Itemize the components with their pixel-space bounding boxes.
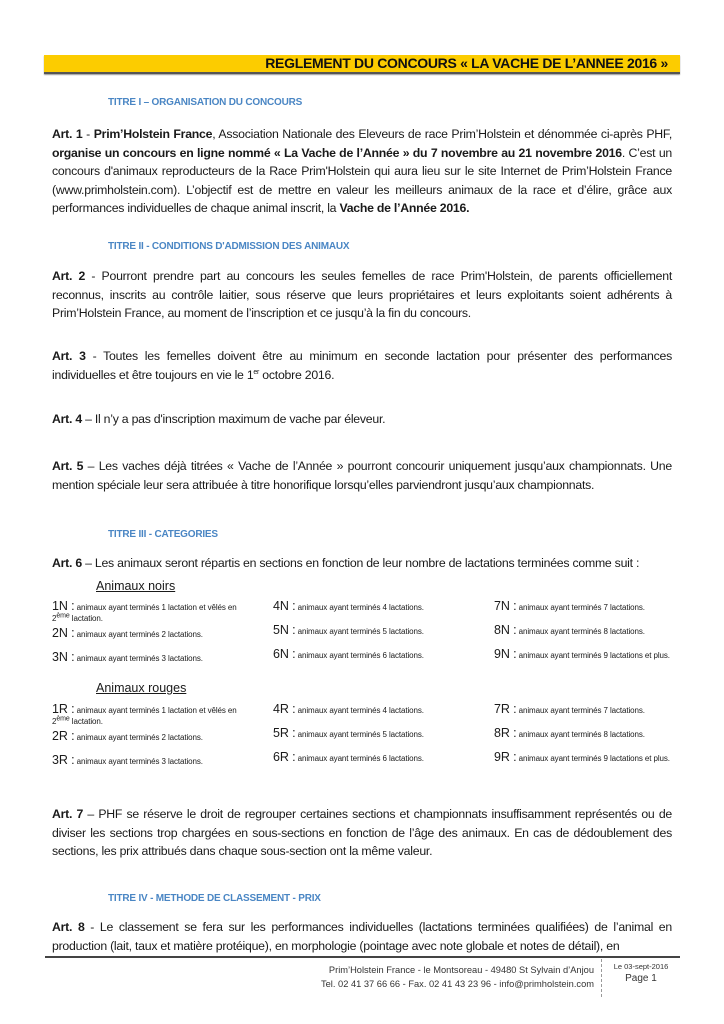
category-item — [273, 704, 463, 716]
category-description: lactation. — [69, 614, 103, 623]
article-label: Art. 6 — [52, 556, 82, 570]
category-item — [52, 601, 242, 624]
section-title-4: TITRE IV - METHODE DE CLASSEMENT - PRIX — [108, 893, 321, 904]
article-label: Art. 7 — [52, 807, 84, 821]
category-item — [494, 752, 684, 764]
text: - Le classement se fera sur les performances individuelles (lactations terminées qualifiées) de l’animal en production (lait, taux et matière protéique), en morphologie (pointage avec note globale et notes de détail), en — [52, 920, 672, 953]
category-code: 9N : — [494, 647, 517, 661]
category-item — [494, 704, 684, 716]
superscript: ème — [56, 612, 70, 620]
footer-contact-line: Tel. 02 41 37 66 66 - Fax. 02 41 43 23 96 - info@primholstein.com — [320, 979, 594, 989]
article-1 — [52, 125, 672, 218]
category-description: animaux ayant terminés 8 lactations. — [516, 627, 645, 636]
category-item — [494, 728, 684, 740]
article-3 — [52, 347, 672, 384]
category-description: animaux ayant terminés 3 lactations. — [74, 757, 203, 766]
category-item — [52, 628, 242, 640]
text: – PHF se réserve le droit de regrouper certaines sections et championnats insuffisamment représentés ou de diviser les sections trop chargées en sous-sections en fonction de l’âge des animaux. En cas de dédoublement des sections, les prix attribués dans chaque sous-section ont la même valeur. — [52, 807, 672, 858]
category-code: 6N : — [273, 647, 296, 661]
category-description: animaux ayant terminés 4 lactations. — [295, 706, 424, 715]
category-description: animaux ayant terminés 9 lactations et plus. — [516, 651, 670, 660]
category-description: animaux ayant terminés 2 lactations. — [74, 733, 203, 742]
org-name: Prim’Holstein France — [93, 127, 213, 141]
category-code: 1R : — [52, 702, 75, 716]
header-banner — [44, 55, 680, 74]
article-8 — [52, 918, 672, 955]
superscript: ème — [56, 715, 70, 723]
category-code: 6R : — [273, 750, 296, 764]
article-label: Art. 3 — [52, 349, 86, 363]
category-code: 1N : — [52, 599, 75, 613]
footer-divider — [45, 956, 680, 958]
category-item — [52, 704, 242, 727]
category-item — [273, 649, 463, 661]
category-code: 3R : — [52, 753, 75, 767]
category-code: 3N : — [52, 650, 75, 664]
article-7 — [52, 805, 672, 861]
category-item — [52, 731, 242, 743]
category-code: 2R : — [52, 729, 75, 743]
text: , Association Nationale des Eleveurs de race Prim’Holstein et dénommée ci-après PHF, — [212, 127, 673, 141]
contest-statement: organise un concours en ligne nommé « La Vache de l’Année » du 7 novembre au 21 novembre 2016 — [52, 145, 622, 160]
category-description: animaux ayant terminés 8 lactations. — [516, 730, 645, 739]
subheading-noirs: Animaux noirs — [96, 579, 176, 593]
category-description: animaux ayant terminés 1 lactation et vêlés en 2 — [52, 706, 237, 726]
category-description: animaux ayant terminés 2 lactations. — [74, 630, 203, 639]
article-label: Art. 4 — [52, 412, 82, 426]
text: – Les vaches déjà titrées « Vache de l’Année » pourront concourir uniquement jusqu’aux championnats. Une mention spéciale leur sera attribuée à titre honorifique lorsqu’elles parviendront jusqu’aux championnats. — [52, 459, 672, 492]
document-title: REGLEMENT DU CONCOURS « LA VACHE DE L’ANNEE 2016 » — [265, 55, 668, 71]
subheading-rouges: Animaux rouges — [96, 681, 187, 695]
section-title-1: TITRE I – ORGANISATION DU CONCOURS — [108, 97, 303, 108]
category-item — [273, 752, 463, 764]
category-item — [273, 625, 463, 637]
article-label: Art. 2 — [52, 269, 86, 283]
text: octobre 2016. — [259, 367, 335, 382]
superscript: er — [253, 368, 260, 376]
category-description: animaux ayant terminés 3 lactations. — [74, 654, 203, 663]
text: – Les animaux seront répartis en sections en fonction de leur nombre de lactations terminées comme suit : — [81, 556, 640, 570]
category-code: 9R : — [494, 750, 517, 764]
category-code: 2N : — [52, 626, 75, 640]
category-item — [494, 625, 684, 637]
category-code: 8N : — [494, 623, 517, 637]
page-number: Page 1 — [625, 973, 657, 984]
category-description: animaux ayant terminés 5 lactations. — [295, 627, 424, 636]
article-4 — [52, 410, 672, 429]
category-code: 8R : — [494, 726, 517, 740]
article-5 — [52, 457, 672, 494]
article-label: Art. 8 — [52, 920, 85, 934]
section-title-2: TITRE II - CONDITIONS D'ADMISSION DES ANIMAUX — [108, 241, 350, 252]
text: – Il n’y a pas d'inscription maximum de vache par éleveur. — [81, 412, 386, 426]
article-6 — [52, 554, 672, 573]
footer-address — [321, 963, 594, 991]
category-description: animaux ayant terminés 7 lactations. — [516, 706, 645, 715]
article-label: Art. 5 — [52, 459, 84, 473]
category-item — [52, 755, 242, 767]
category-description: animaux ayant terminés 1 lactation et vêlés en 2 — [52, 603, 237, 623]
footer-address-line1: Prim’Holstein France - le Montsoreau - 49480 St Sylvain d’Anjou — [328, 965, 594, 975]
article-label: Art. 1 — [52, 127, 83, 141]
category-description: animaux ayant terminés 4 lactations. — [295, 603, 424, 612]
category-code: 4N : — [273, 599, 296, 613]
category-code: 4R : — [273, 702, 296, 716]
category-description: animaux ayant terminés 5 lactations. — [295, 730, 424, 739]
category-item — [273, 601, 463, 613]
category-item — [273, 728, 463, 740]
category-description: lactation. — [69, 717, 103, 726]
category-code: 5R : — [273, 726, 296, 740]
separator: - — [82, 127, 94, 141]
article-2 — [52, 267, 672, 323]
category-code: 7N : — [494, 599, 517, 613]
category-description: animaux ayant terminés 7 lactations. — [516, 603, 645, 612]
category-description: animaux ayant terminés 9 lactations et plus. — [516, 754, 670, 763]
section-title-3: TITRE III - CATEGORIES — [108, 529, 218, 540]
award-name: Vache de l’Année 2016. — [339, 201, 470, 215]
category-item — [52, 652, 242, 664]
category-code: 5N : — [273, 623, 296, 637]
category-description: animaux ayant terminés 6 lactations. — [295, 651, 424, 660]
text: - Toutes les femelles doivent être au minimum en seconde lactation pour présenter des performances individuelles et être toujours en vie le 1 — [52, 349, 672, 382]
category-code: 7R : — [494, 702, 517, 716]
footer-date: Le 03-sept-2016 — [613, 962, 669, 971]
text: . C’est un concours d'animaux reproducteurs de la Race Prim'Holstein qui aura lieu sur le site Internet de Prim’Holstein France (www.primholstein.com). L’objectif est de mettre en valeur les meilleurs animaux de la race et d’élire, grâce aux performances individuelles de chaque animal inscrit, la — [52, 145, 672, 215]
category-item — [494, 649, 684, 661]
text: - Pourront prendre part au concours les seules femelles de race Prim'Holstein, de parents officiellement reconnus, inscrits au contrôle laitier, sous réserve que leurs propriétaires et leurs exploitants soient adhérents à Prim’Holstein France, au moment de l’inscription et ce jusqu’à la fin du concours. — [52, 269, 672, 320]
footer-separator — [601, 959, 602, 997]
category-item — [494, 601, 684, 613]
category-description: animaux ayant terminés 6 lactations. — [295, 754, 424, 763]
